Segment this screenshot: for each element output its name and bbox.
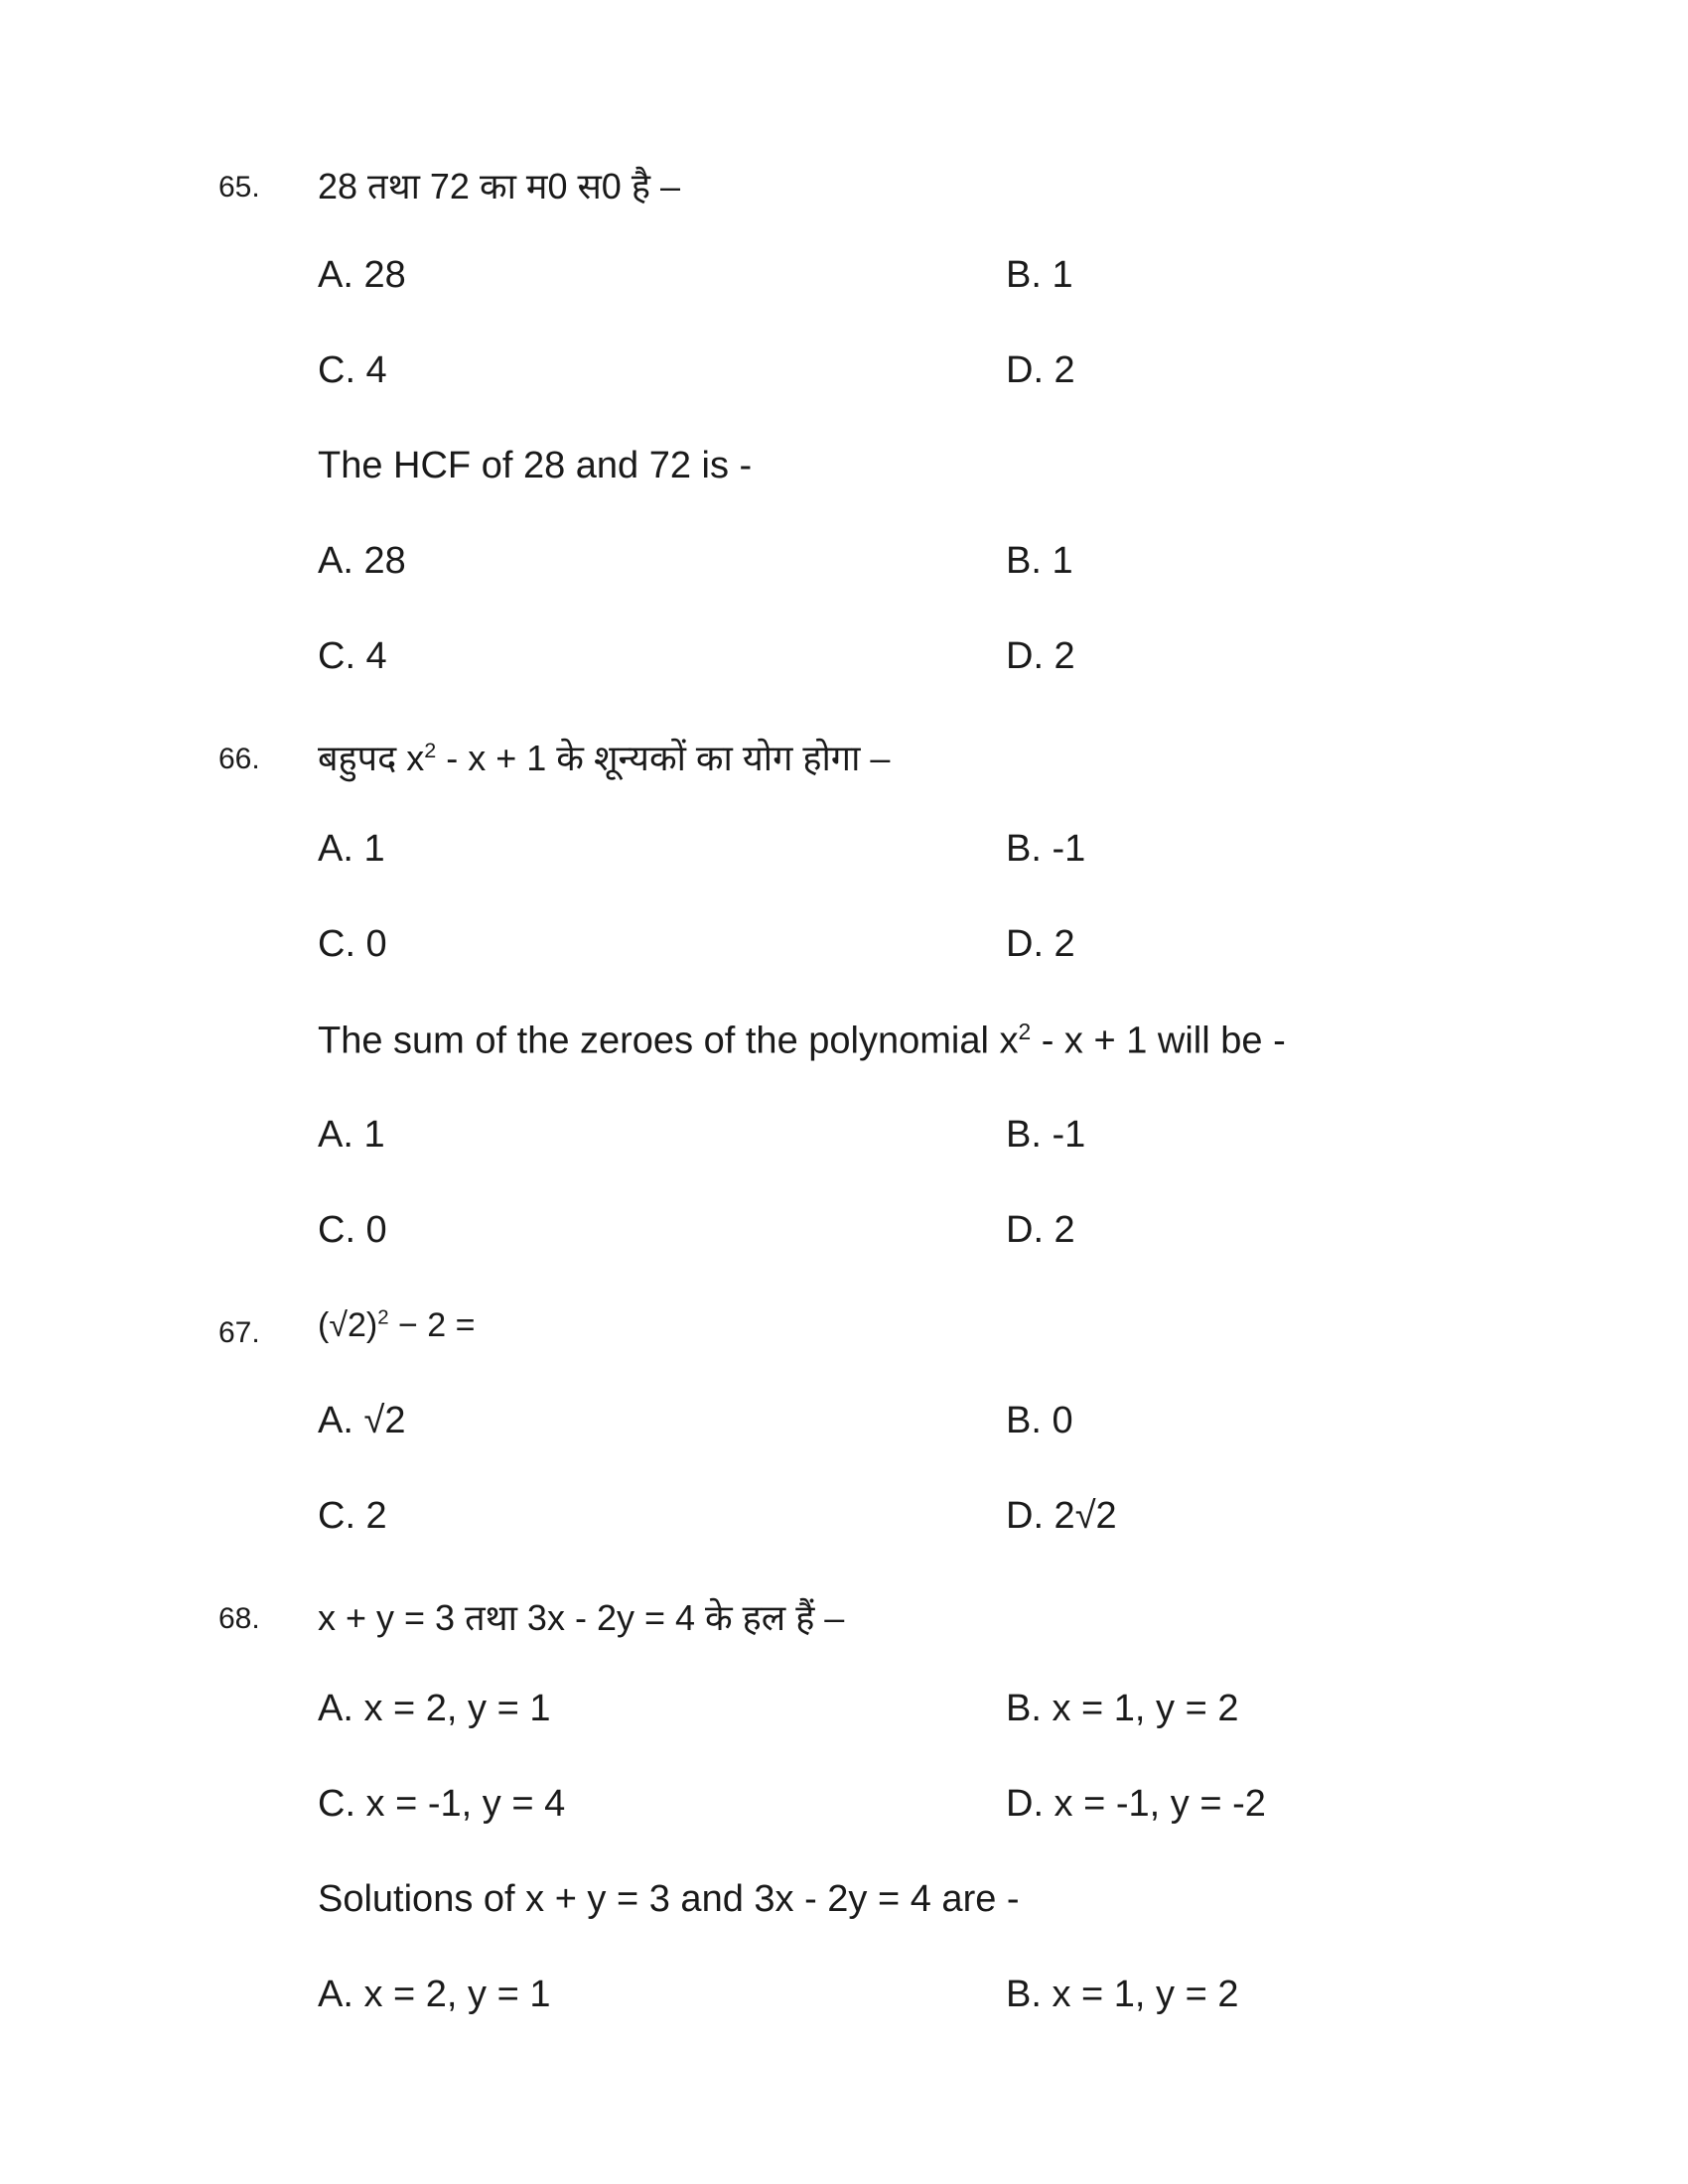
options-row — [0, 1779, 1688, 1839]
options-row — [0, 1396, 1688, 1455]
question-number: 65. — [218, 171, 260, 204]
option-d: D. x = -1, y = -2 — [1006, 1783, 1266, 1825]
question-68 — [0, 1588, 1688, 1648]
question-text-english — [0, 1015, 1688, 1074]
text-part: − 2 = — [388, 1306, 476, 1344]
exponent: 2 — [377, 1306, 389, 1329]
option-d: D. 2 — [1006, 635, 1075, 677]
option-b: B. 1 — [1006, 540, 1073, 582]
options-row — [0, 1684, 1688, 1743]
question-text: The HCF of 28 and 72 is - — [318, 445, 753, 486]
option-a: A. x = 2, y = 1 — [318, 1688, 551, 1729]
options-row — [0, 250, 1688, 310]
options-row — [0, 536, 1688, 596]
options-row — [0, 631, 1688, 691]
text-part: The sum of the zeroes of the polynomial x — [318, 1020, 1019, 1062]
option-a: A. 1 — [318, 1114, 385, 1156]
text-part: बहुपद x — [318, 738, 425, 778]
exponent: 2 — [424, 738, 437, 762]
option-d: D. 2 — [1006, 349, 1075, 391]
option-c: C. 0 — [318, 1209, 387, 1251]
option-c: C. x = -1, y = 4 — [318, 1783, 566, 1825]
question-text-english — [0, 1874, 1688, 1934]
options-row — [0, 1491, 1688, 1551]
question-text-hindi: 28 तथा 72 का म0 स0 है – — [318, 166, 680, 206]
option-c: C. 0 — [318, 923, 387, 965]
exponent: 2 — [1018, 1019, 1032, 1044]
option-d: D. 2 — [1006, 1209, 1075, 1251]
question-expression — [318, 1306, 476, 1345]
option-a: A. x = 2, y = 1 — [318, 1974, 551, 2015]
options-row — [0, 824, 1688, 884]
option-c: C. 4 — [318, 635, 387, 677]
option-b: B. x = 1, y = 2 — [1006, 1974, 1239, 2015]
option-b: B. 1 — [1006, 254, 1073, 296]
question-number: 67. — [218, 1316, 260, 1349]
options-row — [0, 1970, 1688, 2029]
option-a: A. 1 — [318, 828, 385, 870]
option-b: B. 0 — [1006, 1400, 1073, 1441]
option-c: C. 4 — [318, 349, 387, 391]
option-d: D. 2√2 — [1006, 1495, 1117, 1537]
question-text-hindi: x + y = 3 तथा 3x - 2y = 4 के हल हैं – — [318, 1597, 845, 1638]
option-b: B. -1 — [1006, 1114, 1086, 1156]
text-part: (√2) — [318, 1306, 378, 1344]
question-text-english — [0, 441, 1688, 500]
option-a: A. √2 — [318, 1400, 406, 1441]
option-d: D. 2 — [1006, 923, 1075, 965]
question-number: 68. — [218, 1602, 260, 1635]
option-a: A. 28 — [318, 540, 406, 582]
option-b: B. x = 1, y = 2 — [1006, 1688, 1239, 1729]
text-part: - x + 1 के शून्यकों का योग होगा – — [436, 738, 891, 778]
option-c: C. 2 — [318, 1495, 387, 1537]
text-part: - x + 1 will be - — [1031, 1020, 1286, 1062]
options-row — [0, 345, 1688, 405]
option-a: A. 28 — [318, 254, 406, 296]
question-text-hindi — [318, 733, 890, 781]
options-row — [0, 1205, 1688, 1265]
question-65 — [0, 157, 1688, 216]
question-number: 66. — [218, 743, 260, 775]
option-b: B. -1 — [1006, 828, 1086, 870]
options-row — [0, 919, 1688, 979]
question-text — [318, 1019, 1286, 1063]
options-row — [0, 1110, 1688, 1169]
question-text: Solutions of x + y = 3 and 3x - 2y = 4 are - — [318, 1878, 1020, 1920]
question-67 — [0, 1302, 1688, 1362]
question-66 — [0, 729, 1688, 788]
